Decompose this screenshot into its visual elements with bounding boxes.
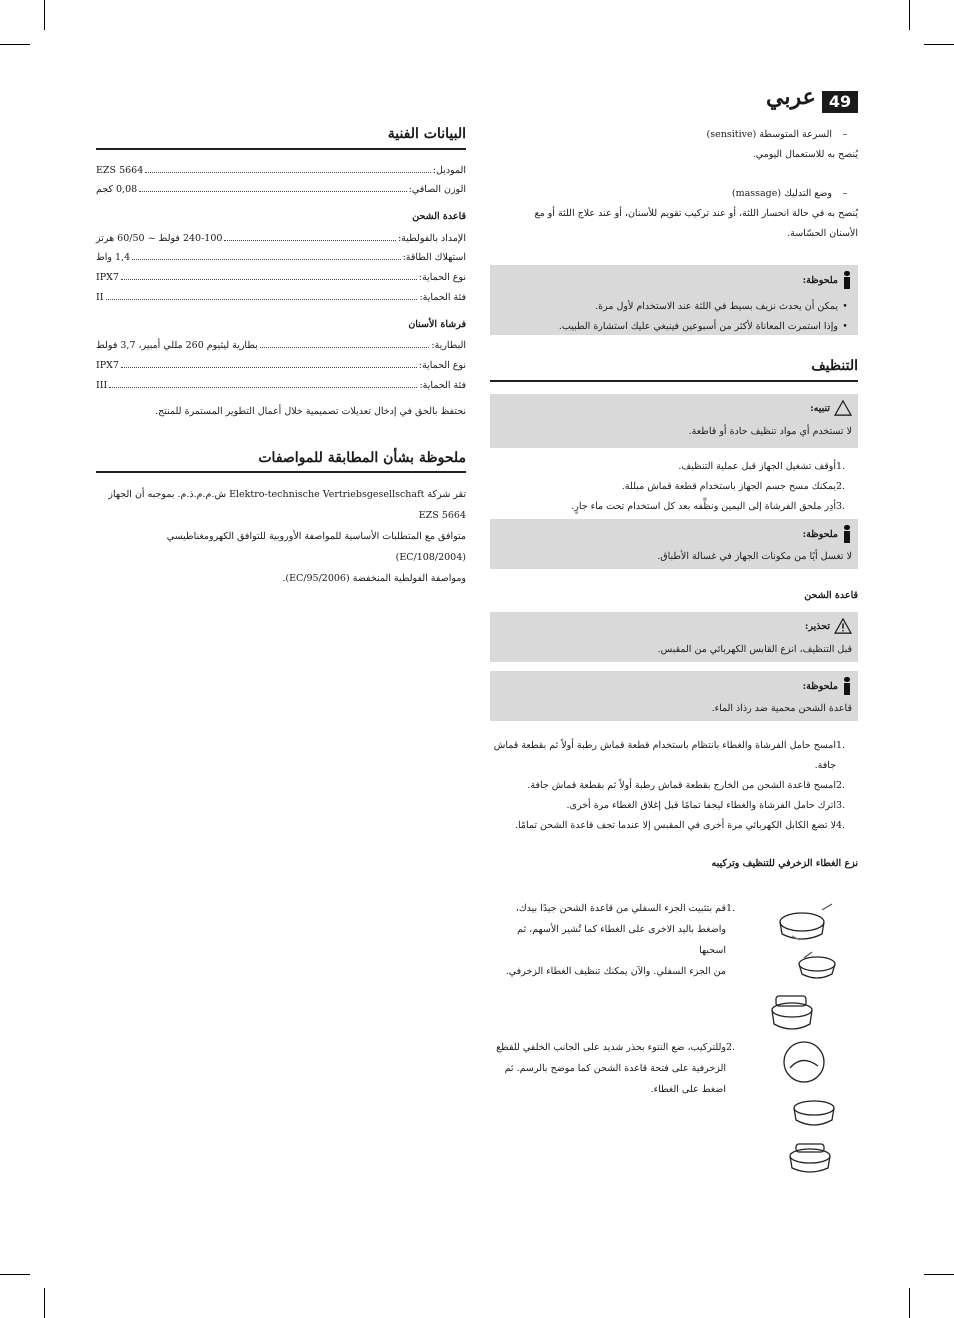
crop-mark — [44, 0, 45, 30]
divider — [490, 380, 858, 382]
spec-value: II — [96, 292, 104, 303]
note-title: ملحوظة: — [802, 274, 838, 286]
conformity-title: ملحوظة بشأن المطابقة للمواصفات — [258, 450, 466, 466]
warning-triangle-icon — [834, 400, 852, 416]
step-text: وللتركيب، ضع النتوء بحذر شديد على الجانب الخلفي للقطع — [496, 1042, 726, 1053]
spec-row — [96, 230, 466, 246]
note-text: لا تغسل أيًا من مكونات الجهاز في غسالة الأطباق. — [657, 551, 852, 562]
brush-title: فرشاة الأسنان — [408, 319, 466, 330]
warning-text: قبل التنظيف، انزع القابس الكهربائي من المقبس. — [657, 644, 852, 655]
charger-assembly-illustration — [778, 1038, 840, 1178]
charger-title: قاعدة الشحن — [412, 211, 466, 222]
step-text: أدِر ملحق الفرشاة إلى اليمين ونظِّفه بعد كل استخدام تحت ماء جارٍ. — [571, 501, 836, 512]
spec-label: البطارية: — [431, 340, 466, 351]
charger-subtitle: قاعدة الشحن — [804, 590, 858, 601]
spec-row — [96, 249, 466, 265]
step-text: جافة. — [814, 760, 836, 771]
spec-row-model — [96, 162, 466, 178]
note-box — [490, 671, 858, 721]
warning-title: تحذير: — [804, 620, 830, 632]
caution-box — [490, 394, 858, 448]
info-icon — [842, 271, 852, 289]
rights-note: نحتفظ بالحق في إدخال تعديلات تصميمية خلال أعمال التطوير المستمرة للمنتج. — [155, 406, 466, 417]
step-text: اترك حامل الفرشاة والغطاء ليجفا تمامًا قبل إغلاق الغطاء مرة أخرى. — [566, 800, 836, 811]
note-box — [490, 519, 858, 569]
spec-label: استهلاك الطاقة: — [402, 252, 466, 263]
crop-mark — [44, 1288, 45, 1318]
spec-row — [96, 289, 466, 305]
crop-mark — [909, 1288, 910, 1318]
spec-value: 0,08 كجم — [96, 184, 138, 195]
mode-description: الأسنان الحسّاسة. — [787, 228, 858, 239]
step-text: قم بتثبيت الجزء السفلي من قاعدة الشحن جيدًا بيدك، — [515, 903, 726, 914]
spec-value: IPX7 — [96, 360, 119, 371]
step-text: أوقف تشغيل الجهاز قبل عملية التنظيف. — [678, 461, 836, 472]
spec-row — [96, 357, 466, 373]
note-item: وإذا استمرت المعاناة لأكثر من أسبوعين فينبغي عليك استشارة الطبيب. — [558, 321, 838, 332]
step-text: امسح حامل الفرشاة والغطاء بانتظام باستخدام قطعة قماش رطبة أولاً ثم بقطعة قماش — [493, 740, 836, 751]
cover-step-1: 1. قم بتثبيت الجزء السفلي من قاعدة الشحن جيدًا بيدك، واضغط باليد الاخرى على الغطاء كما تُشير الأسهم، ثم اسحبها من الجزء السفلي. والآن يمكنك تنظيف الغطاء الزخرفي. — [490, 898, 750, 982]
conformity-line: ومواصفة الفولطية المنخفضة (EC/95/2006). — [282, 573, 466, 584]
cover-title: نزع الغطاء الزخرفي للتنظيف وتركيبه — [711, 858, 858, 869]
crop-mark — [0, 44, 30, 45]
divider — [96, 148, 466, 150]
step-text: واضغط باليد الاخرى على الغطاء كما تُشير الأسهم، ثم اسحبها — [517, 924, 726, 956]
spec-value: بطارية ليثيوم 260 مللي أمبير، 3,7 فولط — [96, 340, 258, 351]
mode-sensitive: – السرعة المتوسطة (sensitive) يُنصح به للاستعمال اليومي. — [490, 125, 858, 165]
divider — [96, 471, 466, 473]
caution-text: لا تستخدم أي مواد تنظيف حادة أو قاطعة. — [688, 426, 852, 437]
spec-label: الإمداد بالفولطية: — [397, 233, 466, 244]
crop-mark — [0, 1274, 30, 1275]
charger-disassembly-illustration — [762, 900, 840, 1040]
conformity-text — [96, 484, 466, 589]
note-box: ملحوظة: • يمكن أن يحدث نزيف بسيط في اللثة عند الاستخدام لأول مرة. • وإذا استمرت المعاناة لأكثر من أسبوعين فينبغي عليك استشارة الطبيب. — [490, 265, 858, 335]
spec-value: III — [96, 380, 108, 391]
clean-steps: 1. أوقف تشغيل الجهاز قبل عملية التنظيف. 2. يمكنك مسح جسم الجهاز باستخدام قطعة قماش مبللة. 3. أدِر ملحق الفرشاة إلى اليمين ونظِّفه بعد كل استخدام تحت ماء جارٍ. — [490, 457, 858, 517]
spec-row — [96, 337, 466, 353]
note-item: يمكن أن يحدث نزيف بسيط في اللثة عند الاستخدام لأول مرة. — [595, 301, 838, 312]
caution-title: تنبيه: — [810, 402, 830, 414]
mode-label: وضع التدليك (massage) — [731, 188, 832, 199]
conformity-line: متوافق مع المتطلبات الأساسية للمواصفة الأوروبية للتوافق الكهرومغناطيسي (EC/108/2004) — [166, 531, 466, 563]
step-text: من الجزء السفلي. والآن يمكنك تنظيف الغطاء الزخرفي. — [505, 966, 726, 977]
spec-row-weight — [96, 181, 466, 197]
info-icon — [842, 525, 852, 543]
info-icon — [842, 677, 852, 695]
charger-steps: 1. امسح حامل الفرشاة والغطاء بانتظام باستخدام قطعة قماش رطبة أولاً ثم بقطعة قماش جافة. 2. امسح قاعدة الشحن من الخارج بقطعة قماش رطبة أولاً ثم بقطعة قماش جافة. 3. اترك حامل الفرشاة والغطاء ليجفا تمامًا قبل إغلاق الغطاء مرة أخرى. 4. لا تضع الكابل الكهربائي مرة أخرى في المقبس إلا عندما تجف قاعدة الشحن تمامًا. — [490, 736, 858, 836]
mode-label: السرعة المتوسطة (sensitive) — [706, 129, 832, 140]
warning-box — [490, 612, 858, 662]
note-text: قاعدة الشحن محمية ضد رذاذ الماء. — [711, 703, 852, 714]
language-label: عربي — [766, 84, 816, 110]
spec-label: نوع الحماية: — [418, 360, 466, 371]
spec-label: نوع الحماية: — [418, 272, 466, 283]
spec-value: EZS 5664 — [96, 165, 144, 176]
cover-step-2: 2. وللتركيب، ضع النتوء بحذر شديد على الجانب الخلفي للقطع الزخرفية على فتحة قاعدة الشحن كما موضح بالرسم. ثم اضغط على الغطاء. — [490, 1037, 750, 1100]
mode-description: يُنصح به للاستعمال اليومي. — [752, 149, 858, 160]
crop-mark — [909, 0, 910, 30]
mode-massage: – وضع التدليك (massage) يُنصح به في حالة انحسار اللثة، أو عند تركيب تقويم للأسنان، أو عند علاج اللثة أو مع الأسنان الحسّاسة. — [490, 184, 858, 244]
crop-mark — [924, 1274, 954, 1275]
cleaning-title: التنظيف — [811, 358, 858, 374]
page-number: 49 — [822, 91, 858, 113]
spec-label: الموديل: — [432, 165, 466, 176]
spec-label: الوزن الصافي: — [408, 184, 466, 195]
spec-value: 1,4 واط — [96, 252, 131, 263]
note-title: ملحوظة: — [802, 680, 838, 692]
conformity-line: تقر شركة Elektro-technische Vertriebsgesellschaft ش.م.م.ذ.م. بموجبه أن الجهاز EZS 5664 — [108, 489, 466, 521]
step-text: يمكنك مسح جسم الجهاز باستخدام قطعة قماش مبللة. — [621, 481, 836, 492]
warning-triangle-icon — [834, 618, 852, 634]
step-text: اضغط على الغطاء. — [650, 1084, 726, 1095]
crop-mark — [924, 44, 954, 45]
spec-label: فئة الحماية: — [419, 380, 466, 391]
step-text: لا تضع الكابل الكهربائي مرة أخرى في المقبس إلا عندما تجف قاعدة الشحن تمامًا. — [514, 820, 836, 831]
spec-value: 240-100 فولط ~ 60/50 هرتز — [96, 233, 223, 244]
mode-description: يُنصح به في حالة انحسار اللثة، أو عند تركيب تقويم للأسنان، أو عند علاج اللثة أو مع — [534, 208, 858, 219]
spec-label: فئة الحماية: — [419, 292, 466, 303]
spec-row — [96, 377, 466, 393]
spec-row — [96, 269, 466, 285]
specs-title: البيانات الفنية — [387, 126, 466, 142]
spec-value: IPX7 — [96, 272, 119, 283]
note-title: ملحوظة: — [802, 528, 838, 540]
step-text: الزخرفية على فتحة قاعدة الشحن كما موضح بالرسم. ثم — [504, 1063, 726, 1074]
step-text: امسح قاعدة الشحن من الخارج بقطعة قماش رطبة أولاً ثم بقطعة قماش جافة. — [527, 780, 836, 791]
